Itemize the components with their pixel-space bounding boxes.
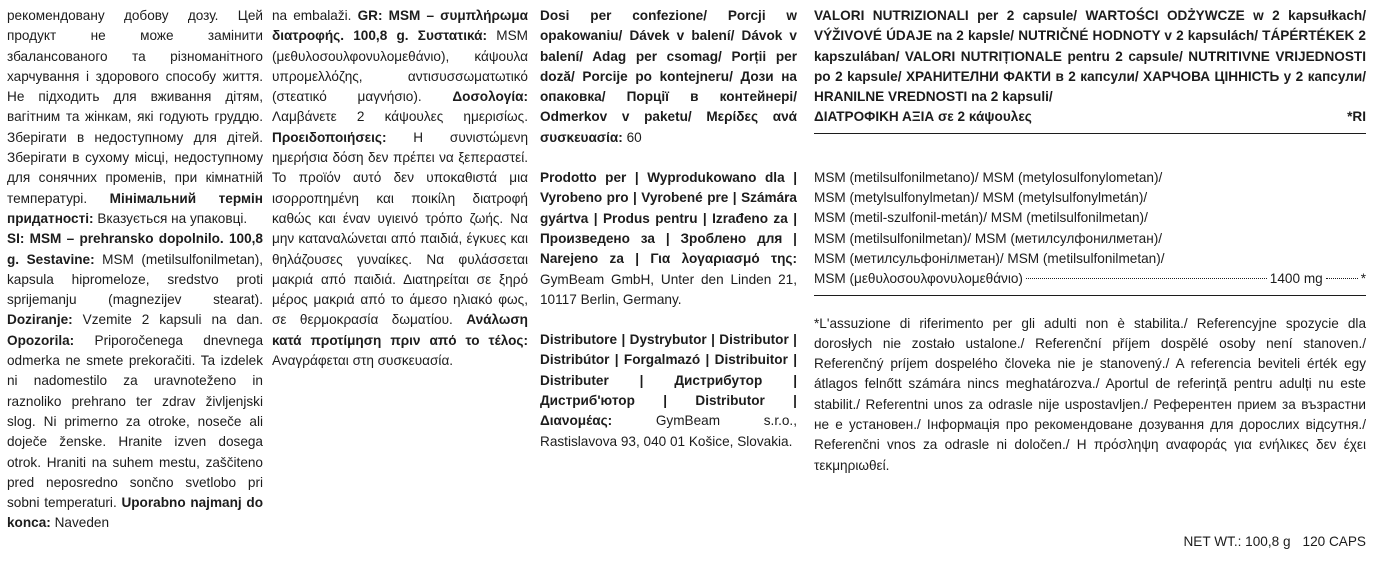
column-gr <box>272 6 528 371</box>
ri-column-label: *RI <box>1347 109 1366 125</box>
msm-ri-value: * <box>1360 271 1366 287</box>
si-title: SI: MSM – prehransko dopolnilo. 100,8 g. <box>7 231 263 267</box>
servings-block <box>540 6 797 148</box>
msm-last-name: MSM (μεθυλοσουλφονυλομεθάνιο) <box>814 271 1023 287</box>
table-divider-bottom <box>814 295 1366 296</box>
producer-value: GymBeam GmbH, Unter den Linden 21, 10117 Berlin, Germany. <box>540 271 797 307</box>
ri-footnote: *L'assuzione di riferimento per gli adulti non è stabilita./ Referencyjne spozycie dla dorosłych nie zostało ustalone./ Referenční příjem dospělé osoby není stanoven./ Referenčný príjem dospelého človeka nie je stanovený./ A referencia beviteli érték egy átlagos felnőtt számára nincs meghatározva./ Aportul de referință pentru adulți nu este stabilit./ Referentni unos za odrasle nije uspostavljen./ Референтен прием за възрастни не е установен./ Інформація про рекомендоване дозування для дорослих відсутня./ Referenčni vnos za odrasle ni določen./ Η πρόσληψη αναφοράς για ενήλικες δεν έχει τεκμηριωθεί. <box>814 315 1366 473</box>
column-ua-si <box>7 6 263 534</box>
nutrition-header-last-row <box>814 107 1366 127</box>
si-ingredients-label: Sestavine: <box>26 251 95 267</box>
gr-bestbefore-label: Ανάλωση κατά προτίμηση πριν από το τέλος: <box>272 312 528 348</box>
gr-dosage-value: Λαμβάνετε 2 κάψουλες ημερισίως. <box>272 109 528 125</box>
table-divider-top <box>814 133 1366 134</box>
gr-ingredients-value: MSM (μεθυλοσουλφονυλομεθάνιο), κάψουλα υπρομελλόζης, αντισυσσωματωτικό (στεατικό μαγνήσιο). <box>272 28 528 105</box>
gr-dosage-label: Δοσολογία: <box>452 89 529 105</box>
gr-bestbefore-value: Αναγράφεται στη συσκευασία. <box>272 353 454 369</box>
msm-amount: 1400 mg <box>1269 271 1323 287</box>
caps-count: 120 CAPS <box>1302 534 1366 549</box>
msm-line: MSM (metylsulfonylmetan)/ MSM (metylsulfonylmetán)/ <box>814 190 1148 206</box>
msm-line: MSM (metil-szulfonil-metán)/ MSM (metilsulfonilmetan)/ <box>814 210 1148 226</box>
gr-ingredients-label: Συστατικά: <box>417 28 488 44</box>
nutrition-header-last: ΔΙΑΤΡΟΦΙΚΗ ΑΞΙΑ σε 2 κάψουλες <box>814 109 1032 125</box>
servings-label: Dosi per confezione/ Porcji w opakowaniu/ Dávek v balení/ Dávok v balení/ Adag per csomag/ Porții per doză/ Porcije po kontejneru/ Дози на опаковка/ Порції в контейнері/ Odmerkov v paketu/ Μερίδες ανά συσκευασία: <box>540 8 797 145</box>
msm-line: MSM (метилсульфонілметан)/ MSM (metilsulfonilmetan)/ <box>814 250 1165 266</box>
si-dosage-label: Doziranje: <box>7 312 73 328</box>
msm-names <box>814 168 1366 290</box>
distributor-block <box>540 330 797 452</box>
gr-cont-text: na embalaži. <box>272 8 352 23</box>
servings-value: 60 <box>626 129 642 145</box>
msm-line: MSM (metilsulfonilmetan)/ MSM (метилсулфонилметан)/ <box>814 230 1163 246</box>
si-warning-value: Priporočenega dnevnega odmerka ne smete prekoračiti. Ta izdelek ni nadomestilo za uravnoteženo in raznoliko prehrano ter zdrav življenjski slog. Ni primerno za otroke, noseče ali doječe ženske. Hranite izven dosega otrok. Hraniti na suhem mestu, zaščiteno pred neposredno sončno svetlobo pri sobni temperaturi. <box>7 332 264 511</box>
producer-label: Prodotto per | Wyprodukowano dla | Vyrobeno pro | Vyrobené pre | Számára gyártva | Produs pentru | Izrađeno za | Произведено за | Зроблено для | Narejeno za | Για λογαριασμό της: <box>540 170 797 267</box>
msm-line: MSM (metilsulfonilmetano)/ MSM (metylosulfonylometan)/ <box>814 169 1163 185</box>
nutrition-table <box>814 6 1366 476</box>
si-warning-label: Opozorila: <box>7 332 75 348</box>
dotted-leader <box>1326 278 1358 279</box>
si-bestbefore-value: Naveden <box>54 515 110 531</box>
net-weight-line <box>1183 532 1366 552</box>
ua-text-block <box>7 6 263 229</box>
si-ingredients-value: MSM (metilsulfonilmetan), kapsula hipromeloze, sredstvo proti sprijemanju (magnezijev stearat). <box>7 251 263 308</box>
si-dosage-value: Vzemite 2 kapsuli na dan. <box>82 312 263 328</box>
column-servings-producer <box>540 6 797 452</box>
nutrition-header: VALORI NUTRIZIONALI per 2 capsule/ WARTOŚCI ODŻYWCZE w 2 kapsułkach/ VÝŽIVOVÉ ÚDAJE na 2 kapsle/ NUTRIČNÉ HODNOTY v 2 kapsulách/ TÁPÉRTÉKEK 2 kapszulában/ VALORI NUTRIȚIONALE pentru 2 capsule/ NUTRITIVNE VRIJEDNOSTI po 2 kapsule/ ХРАНИТЕЛНИ ФАКТИ в 2 капсули/ ХАРЧОВА ЦІННІСТЬ у 2 капсули/ HRANILNE VREDNOSTI na 2 kapsuli/ <box>814 8 1366 105</box>
gr-text-block <box>272 6 528 371</box>
si-bestbefore-label: Uporabno najmanj do konca: <box>7 495 263 531</box>
net-weight: NET WT.: 100,8 g <box>1183 534 1291 549</box>
distributor-label: Distributore | Dystrybutor | Distributor | Distribútor | Forgalmazó | Distribuitor | Distributer | Дистрибутор | Дистриб'ютор | Distributor | Διανομέας: <box>540 332 797 429</box>
si-text-block <box>7 229 263 533</box>
gr-warning-label: Προειδοποιήσεις: <box>272 129 387 145</box>
producer-block <box>540 168 797 310</box>
msm-amount-row <box>814 269 1366 289</box>
ua-bestbefore-value: Вказується на упаковці. <box>97 210 248 226</box>
gr-title: GR: MSM – συμπλήρωμα διατροφής. 100,8 g. <box>272 8 529 44</box>
gr-warning-value: Η συνιστώμενη ημερήσια δόση δεν πρέπει να ξεπεραστεί. Το προϊόν αυτό δεν υποκαθιστά μια ισορροπημένη και ποικίλη διατροφή καθώς και έναν υγιεινό τρόπο ζωής. Να μην καταναλώνεται από παιδιά, έγκυες και θηλάζουσες γυναίκες. Να φυλάσσεται μακριά από παιδιά. Διατηρείται σε ξηρό μέρος μακριά από το άμεσο ηλιακό φως, σε θερμοκρασία δωματίου. <box>272 129 529 328</box>
ua-bestbefore-label: Мінімальний термін придатності: <box>7 190 263 226</box>
dotted-leader <box>1026 278 1267 279</box>
distributor-value: GymBeam s.r.o., Rastislavova 93, 040 01 Košice, Slovakia. <box>540 413 797 449</box>
ua-text: рекомендовану добову дозу. Цей продукт не може замінити збалансованого та різноманітного харчування і здорового способу життя. Не підходить для вживання дітям, вагітним та жінкам, які годують груддю. Зберігати в недоступному для дітей. Зберігати в сухому місці, недоступному для сонячних променів, при кімнатній температурі. <box>7 8 263 206</box>
